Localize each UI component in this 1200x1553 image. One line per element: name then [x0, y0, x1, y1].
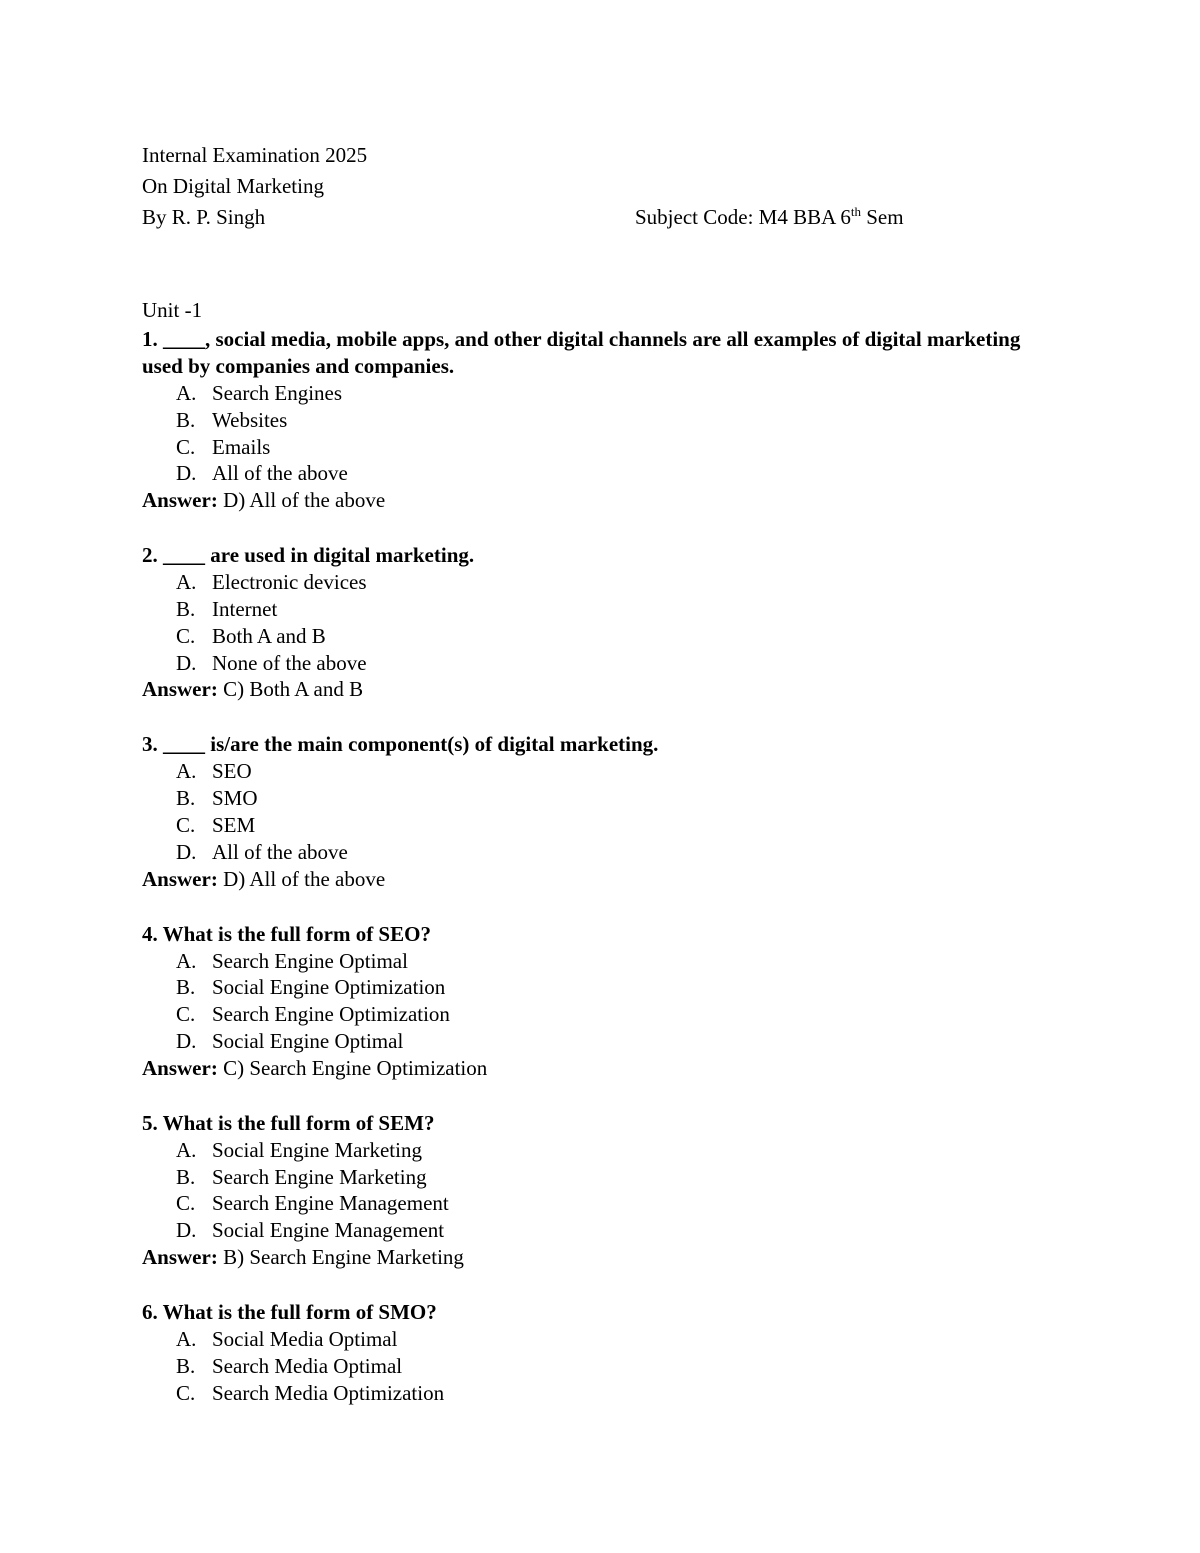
option-letter: C.	[176, 1380, 196, 1405]
answer-line	[142, 676, 1042, 703]
option-item	[142, 407, 1042, 434]
question-block	[142, 542, 1042, 731]
answer-value: C) Both A and B	[223, 677, 364, 702]
option-text: Search Engine Optimization	[212, 1002, 450, 1027]
answer-label: Answer:	[142, 866, 218, 891]
option-text: SEM	[212, 812, 256, 837]
option-letter: A.	[176, 570, 197, 595]
option-text: SEO	[212, 759, 252, 784]
option-text: Search Engines	[212, 381, 343, 405]
question-block	[142, 731, 1042, 920]
option-text: Social Engine Management	[212, 1218, 445, 1243]
option-letter: A.	[176, 1137, 197, 1162]
option-list	[142, 758, 1042, 865]
option-list	[142, 948, 1042, 1055]
option-item	[142, 1028, 1042, 1055]
question-gap	[142, 703, 1042, 731]
question-text: 6. What is the full form of SMO?	[142, 1299, 437, 1324]
answer-line	[142, 1055, 1042, 1082]
option-item	[142, 434, 1042, 461]
option-letter: D.	[176, 461, 197, 486]
answer-value: C) Search Engine Optimization	[223, 1055, 488, 1080]
option-list	[142, 1326, 1042, 1406]
answer-value: B) Search Engine Marketing	[223, 1244, 464, 1269]
subject-code-sup: th	[850, 204, 861, 219]
question-block	[142, 921, 1042, 1110]
question-gap	[142, 514, 1042, 542]
option-letter: A.	[176, 948, 197, 973]
option-letter: D.	[176, 1218, 197, 1243]
option-text: Social Engine Optimal	[212, 1028, 404, 1053]
question-text: 5. What is the full form of SEM?	[142, 1110, 435, 1135]
option-letter: C.	[176, 812, 196, 837]
option-item	[142, 974, 1042, 1001]
question-block	[142, 326, 1042, 542]
author: By R. P. Singh	[142, 205, 266, 229]
option-list	[142, 1137, 1042, 1244]
option-text: Search Media Optimal	[212, 1353, 403, 1378]
exam-subtitle: On Digital Marketing	[142, 174, 324, 198]
option-item	[142, 785, 1042, 812]
option-letter: A.	[176, 1326, 197, 1351]
option-letter: C.	[176, 623, 196, 648]
question-gap	[142, 893, 1042, 921]
option-letter: B.	[176, 596, 196, 621]
answer-line	[142, 1244, 1042, 1271]
option-letter: B.	[176, 1353, 196, 1378]
subject-code-prefix: Subject Code: M4 BBA 6	[635, 205, 851, 229]
option-text: Websites	[212, 407, 288, 432]
option-text: None of the above	[212, 650, 367, 675]
option-text: Social Engine Optimization	[212, 975, 446, 1000]
question-gap	[142, 1271, 1042, 1299]
answer-label: Answer:	[142, 488, 218, 513]
option-item	[142, 1001, 1042, 1028]
option-text: Social Media Optimal	[212, 1326, 398, 1351]
option-text: Emails	[212, 434, 271, 459]
option-text: Search Engine Optimal	[212, 948, 408, 973]
option-text: Internet	[212, 596, 278, 621]
option-text: Search Engine Management	[212, 1191, 449, 1216]
option-letter: C.	[176, 434, 196, 459]
question-text: 1. ____, social media, mobile apps, and other digital channels are all examples of digital marketing used by companies and companies.	[142, 327, 1021, 378]
answer-label: Answer:	[142, 677, 218, 702]
option-item	[142, 1353, 1042, 1380]
option-text: Social Engine Marketing	[212, 1137, 422, 1162]
question-block	[142, 1299, 1042, 1406]
question-gap	[142, 1082, 1042, 1110]
question-text: 2. ____ are used in digital marketing.	[142, 543, 475, 568]
option-text: Electronic devices	[212, 570, 367, 595]
option-letter: B.	[176, 975, 196, 1000]
option-text: All of the above	[212, 839, 348, 864]
option-list	[142, 380, 1042, 487]
option-item	[142, 596, 1042, 623]
option-text: Search Engine Marketing	[212, 1164, 427, 1189]
option-item	[142, 758, 1042, 785]
option-item	[142, 1190, 1042, 1217]
option-item	[142, 1326, 1042, 1353]
option-letter: D.	[176, 650, 197, 675]
option-letter: B.	[176, 1164, 196, 1189]
spacer	[142, 233, 1042, 295]
question-list	[142, 326, 1042, 1406]
answer-value: D) All of the above	[223, 866, 386, 891]
subject-code	[635, 202, 904, 233]
option-item	[142, 1217, 1042, 1244]
option-item	[142, 812, 1042, 839]
option-text: All of the above	[212, 461, 348, 486]
option-item	[142, 1164, 1042, 1191]
option-letter: B.	[176, 407, 196, 432]
option-item	[142, 948, 1042, 975]
answer-value: D) All of the above	[223, 488, 386, 513]
option-item	[142, 380, 1042, 407]
option-letter: B.	[176, 786, 196, 811]
option-letter: D.	[176, 839, 197, 864]
exam-page	[142, 140, 1042, 1406]
option-item	[142, 650, 1042, 677]
option-item	[142, 1380, 1042, 1407]
answer-line	[142, 866, 1042, 893]
subject-code-suffix: Sem	[860, 205, 904, 229]
unit-heading: Unit -1	[142, 298, 203, 322]
answer-label: Answer:	[142, 1244, 218, 1269]
option-item	[142, 1137, 1042, 1164]
answer-line	[142, 487, 1042, 514]
option-item	[142, 569, 1042, 596]
question-text: 4. What is the full form of SEO?	[142, 921, 431, 946]
option-letter: D.	[176, 1028, 197, 1053]
option-item	[142, 460, 1042, 487]
option-text: Search Media Optimization	[212, 1380, 445, 1405]
byline-row	[142, 202, 1042, 233]
option-letter: C.	[176, 1002, 196, 1027]
option-letter: A.	[176, 381, 197, 405]
option-text: SMO	[212, 786, 258, 811]
answer-label: Answer:	[142, 1055, 218, 1080]
option-list	[142, 569, 1042, 676]
question-text: 3. ____ is/are the main component(s) of digital marketing.	[142, 732, 659, 757]
question-block	[142, 1110, 1042, 1299]
option-item	[142, 839, 1042, 866]
option-letter: C.	[176, 1191, 196, 1216]
option-text: Both A and B	[212, 623, 326, 648]
option-letter: A.	[176, 759, 197, 784]
option-item	[142, 623, 1042, 650]
exam-title: Internal Examination 2025	[142, 143, 368, 167]
